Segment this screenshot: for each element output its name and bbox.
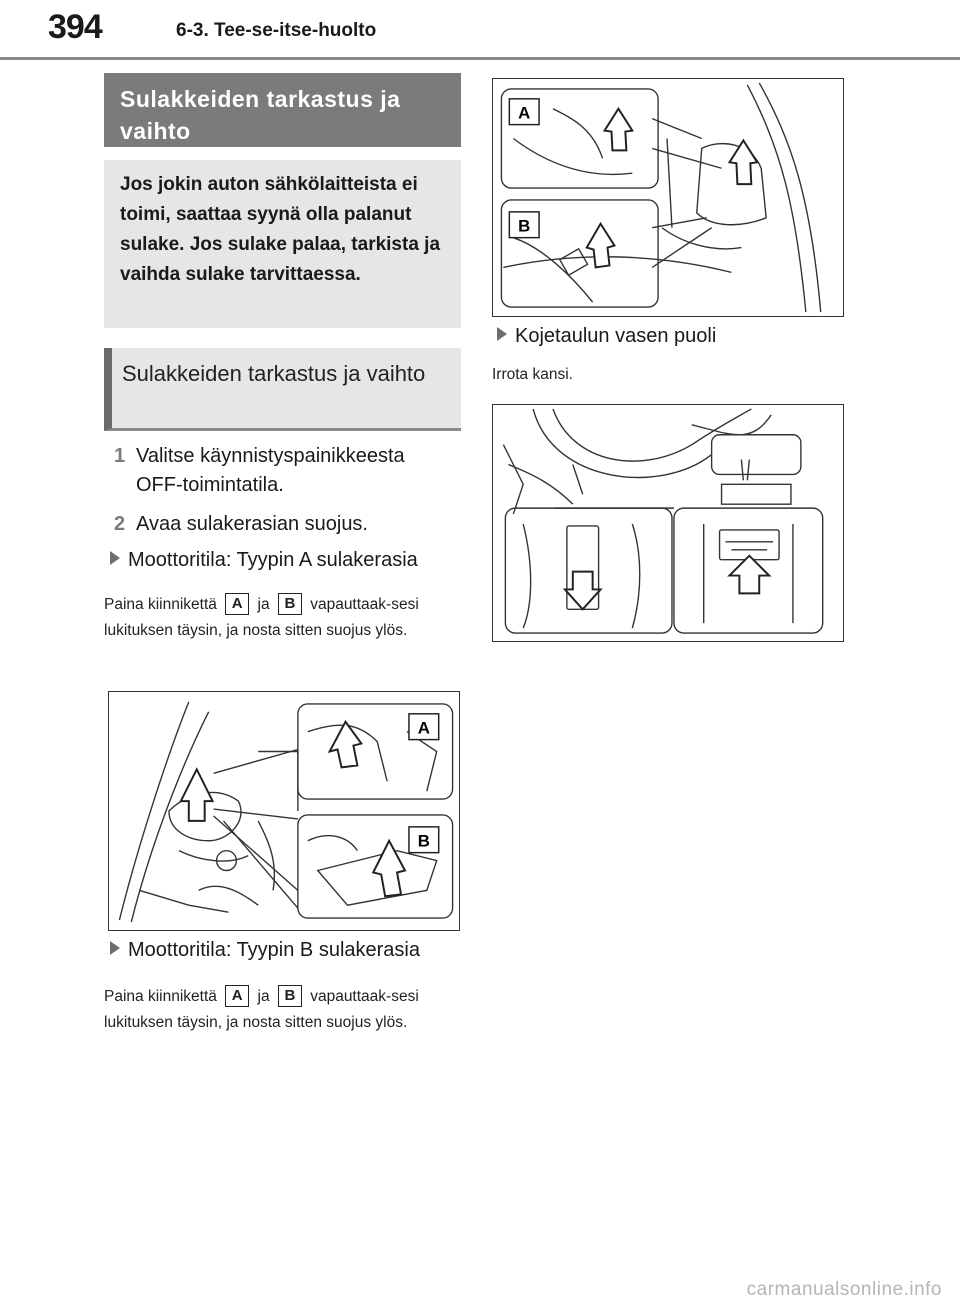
triangle-bullet-icon: [110, 941, 120, 955]
key-label-b: B: [278, 593, 302, 615]
intro-box: Jos jokin auton sähkölaitteista ei toimi, saattaa syynä olla palanut sulake. Jos sulake palaa, tarkista ja vaihda sulake tarvittaessa.: [104, 160, 461, 328]
figure-label-b: B: [518, 216, 531, 236]
instruction-type-a: [104, 592, 466, 644]
figure-label-b: B: [417, 831, 430, 851]
step-1: [114, 442, 464, 502]
triangle-bullet-icon: [497, 327, 507, 341]
instruction-text: ja: [257, 596, 270, 613]
section-title: 6-3. Tee-se-itse-huolto: [176, 20, 377, 41]
step-text: Valitse käynnistyspainikkeesta OFF-toimintatila.: [136, 445, 405, 496]
dashboard-illustration: [493, 405, 843, 641]
bullet-type-a: [110, 546, 418, 574]
instruction-text: Paina kiinnikettä: [104, 988, 217, 1005]
step-number: 1: [114, 445, 126, 467]
step-number: 2: [114, 513, 126, 535]
figure-label-a: A: [518, 103, 531, 123]
down-arrow-icon: [565, 572, 601, 610]
section-banner: Sulakkeiden tarkastus ja vaihto: [104, 73, 461, 147]
up-arrow-icon: [373, 841, 405, 897]
figure-dashboard: [492, 404, 844, 642]
step-2: [114, 510, 464, 540]
instruction-text: vapauttaak-sesi lukituksen täysin, ja nosta sitten suojus ylös.: [104, 988, 419, 1031]
up-arrow-icon: [729, 140, 757, 184]
instruction-text: vapauttaak-sesi lukituksen täysin, ja nosta sitten suojus ylös.: [104, 596, 419, 639]
up-arrow-icon: [729, 556, 769, 594]
instruction-type-b: [104, 984, 466, 1036]
up-arrow-icon: [181, 769, 213, 821]
bullet-text: Moottoritila: Tyypin B sulakerasia: [128, 939, 420, 961]
page-number: 394: [48, 8, 102, 46]
triangle-bullet-icon: [110, 551, 120, 565]
key-label-a: A: [225, 985, 249, 1007]
figure-engine-type-a: [108, 691, 460, 931]
key-label-a: A: [225, 593, 249, 615]
bullet-type-b: [110, 936, 420, 964]
bullet-dashboard-left: [497, 322, 716, 350]
watermark: carmanualsonline.info: [746, 1279, 942, 1300]
engine-illustration-a: [109, 692, 459, 930]
up-arrow-icon: [605, 109, 633, 151]
header-rule: [0, 57, 960, 60]
instruction-dashboard: Irrota kansi.: [492, 366, 573, 383]
engine-illustration-b: [493, 79, 843, 316]
figure-engine-type-b: [492, 78, 844, 317]
subsection-banner: Sulakkeiden tarkastus ja vaihto: [104, 348, 461, 431]
instruction-text: Paina kiinnikettä: [104, 596, 217, 613]
figure-label-a: A: [417, 718, 430, 738]
bullet-text: Kojetaulun vasen puoli: [515, 325, 717, 347]
instruction-text: ja: [257, 988, 270, 1005]
key-label-b: B: [278, 985, 302, 1007]
up-arrow-icon: [587, 224, 615, 268]
bullet-text: Moottoritila: Tyypin A sulakerasia: [128, 549, 418, 571]
step-text: Avaa sulakerasian suojus.: [136, 513, 368, 535]
